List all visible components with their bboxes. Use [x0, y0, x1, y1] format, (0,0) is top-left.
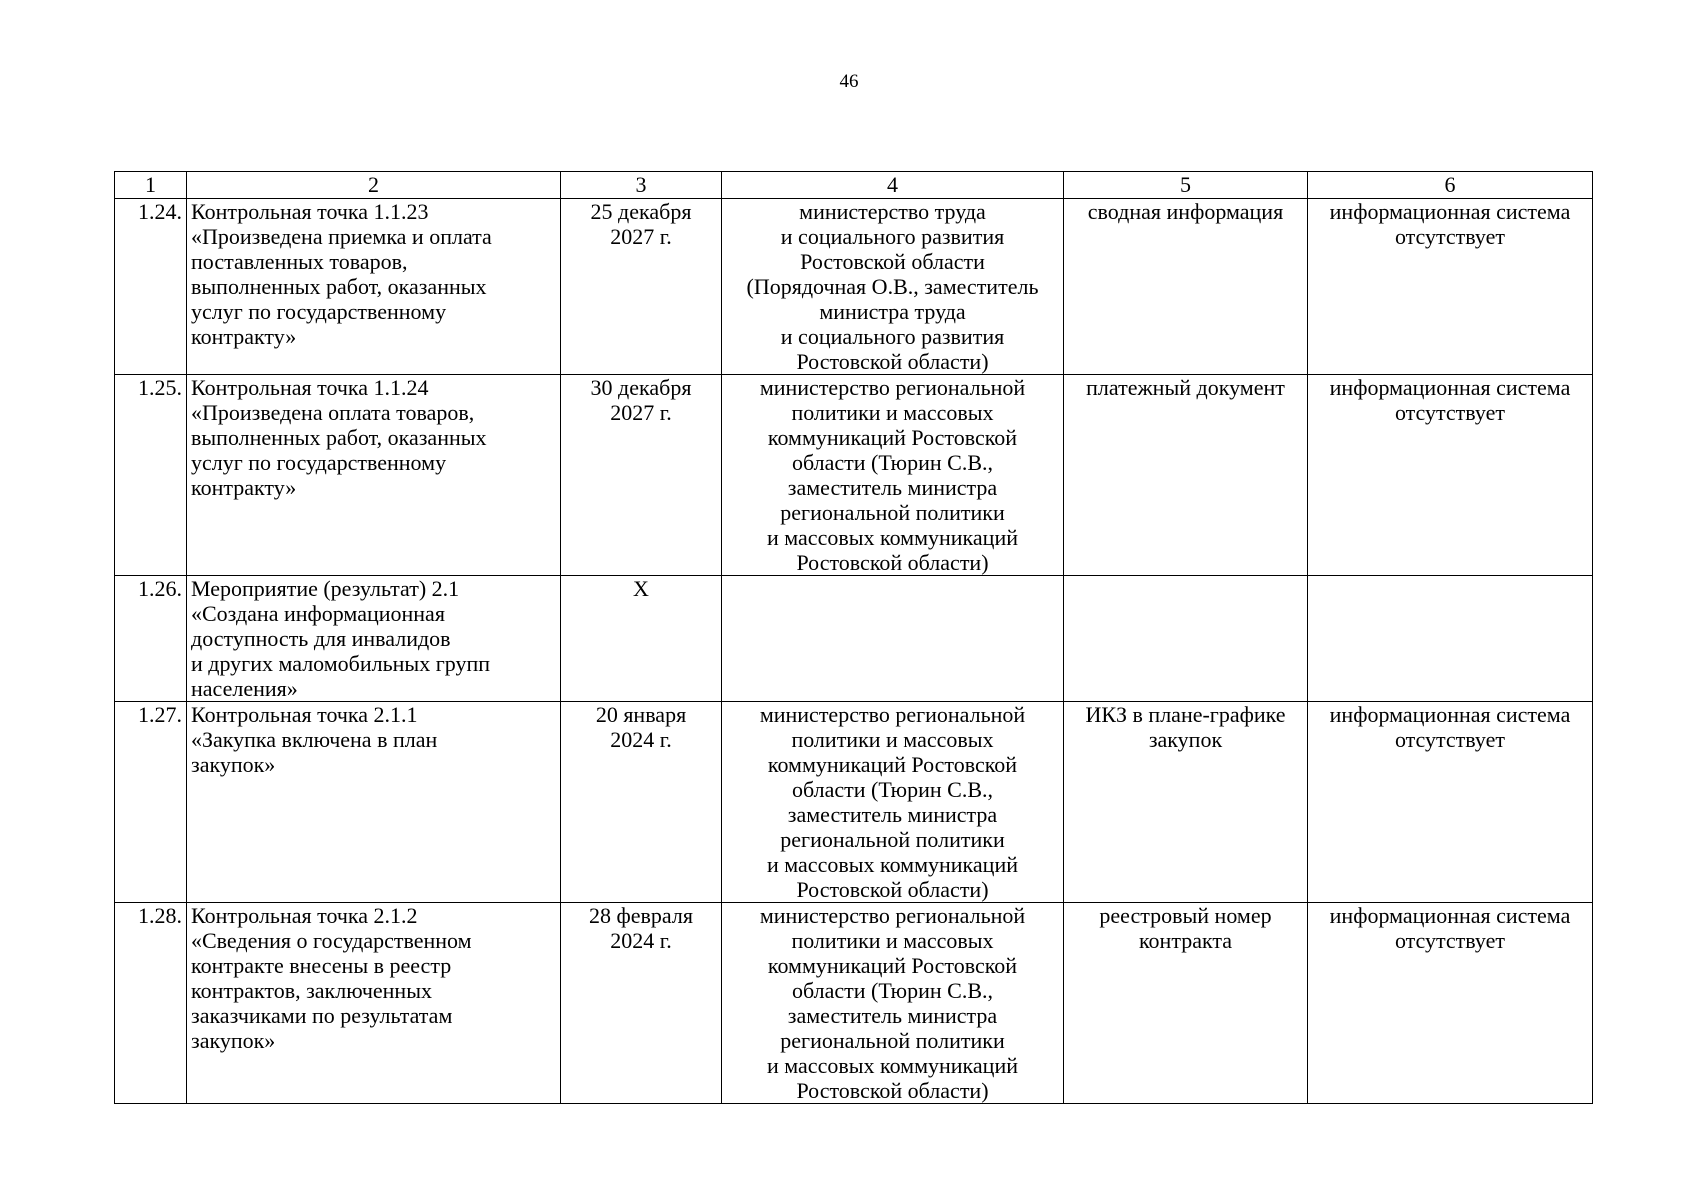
- row-document: платежный документ: [1064, 375, 1308, 576]
- row-deadline: 25 декабря 2027 г.: [561, 199, 722, 375]
- row-name: Контрольная точка 1.1.24 «Произведена оплата товаров, выполненных работ, оказанных услуг по государственному контракту»: [187, 375, 561, 576]
- row-number: 1.24.: [115, 199, 187, 375]
- row-responsible: министерство труда и социального развития Ростовской области (Порядочная О.В., заместитель министра труда и социального развития Ростовской области): [722, 199, 1064, 375]
- row-deadline: 28 февраля 2024 г.: [561, 903, 722, 1104]
- column-header: 1: [115, 172, 187, 199]
- row-document: [1064, 576, 1308, 702]
- row-responsible: министерство региональной политики и массовых коммуникаций Ростовской области (Тюрин С.В., заместитель министра региональной политики и массовых коммуникаций Ростовской области): [722, 375, 1064, 576]
- row-info-system: [1308, 576, 1593, 702]
- column-header: 5: [1064, 172, 1308, 199]
- table-header-row: [115, 172, 1593, 199]
- row-number: 1.28.: [115, 903, 187, 1104]
- table-row: [115, 576, 1593, 702]
- row-document: сводная информация: [1064, 199, 1308, 375]
- table-row: [115, 903, 1593, 1104]
- row-name: Контрольная точка 2.1.2 «Сведения о государственном контракте внесены в реестр контрактов, заключенных заказчиками по результатам закупок»: [187, 903, 561, 1104]
- row-name: Мероприятие (результат) 2.1 «Создана информационная доступность для инвалидов и других маломобильных групп населения»: [187, 576, 561, 702]
- row-info-system: информационная система отсутствует: [1308, 375, 1593, 576]
- row-document: реестровый номер контракта: [1064, 903, 1308, 1104]
- row-responsible: министерство региональной политики и массовых коммуникаций Ростовской области (Тюрин С.В., заместитель министра региональной политики и массовых коммуникаций Ростовской области): [722, 702, 1064, 903]
- table-row: [115, 199, 1593, 375]
- control-points-table: [114, 171, 1593, 1104]
- row-number: 1.25.: [115, 375, 187, 576]
- table-row: [115, 375, 1593, 576]
- page-number: 46: [839, 71, 859, 92]
- row-name: Контрольная точка 2.1.1 «Закупка включена в план закупок»: [187, 702, 561, 903]
- table-row: [115, 702, 1593, 903]
- row-document: ИКЗ в плане-графике закупок: [1064, 702, 1308, 903]
- row-number: 1.26.: [115, 576, 187, 702]
- column-header: 3: [561, 172, 722, 199]
- row-info-system: информационная система отсутствует: [1308, 903, 1593, 1104]
- row-name: Контрольная точка 1.1.23 «Произведена приемка и оплата поставленных товаров, выполненных работ, оказанных услуг по государственному контракту»: [187, 199, 561, 375]
- column-header: 4: [722, 172, 1064, 199]
- row-info-system: информационная система отсутствует: [1308, 199, 1593, 375]
- row-deadline: 20 января 2024 г.: [561, 702, 722, 903]
- row-responsible: [722, 576, 1064, 702]
- row-number: 1.27.: [115, 702, 187, 903]
- row-info-system: информационная система отсутствует: [1308, 702, 1593, 903]
- column-header: 2: [187, 172, 561, 199]
- column-header: 6: [1308, 172, 1593, 199]
- row-deadline: Х: [561, 576, 722, 702]
- row-deadline: 30 декабря 2027 г.: [561, 375, 722, 576]
- row-responsible: министерство региональной политики и массовых коммуникаций Ростовской области (Тюрин С.В., заместитель министра региональной политики и массовых коммуникаций Ростовской области): [722, 903, 1064, 1104]
